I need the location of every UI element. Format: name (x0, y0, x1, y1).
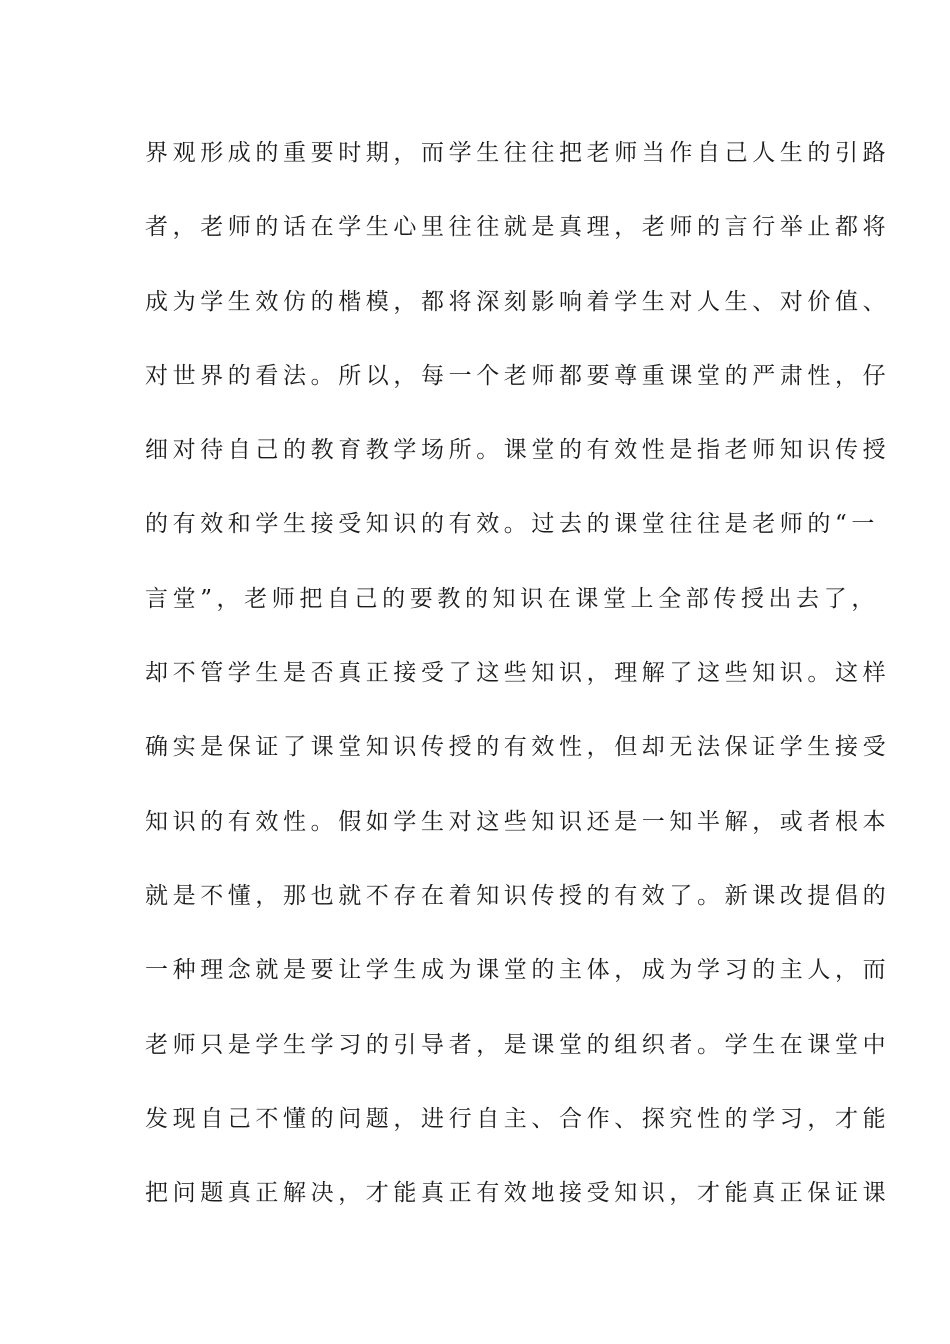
text-line: 对世界的看法。所以，每一个老师都要尊重课堂的严肃性，仔 (145, 362, 891, 389)
text-line: 把问题真正解决，才能真正有效地接受知识，才能真正保证课 (145, 1180, 891, 1207)
body-text (145, 130, 891, 1244)
text-line: 细对待自己的教育教学场所。课堂的有效性是指老师知识传授 (145, 437, 891, 464)
text-line: 知识的有效性。假如学生对这些知识还是一知半解，或者根本 (145, 808, 891, 835)
text-line: 言堂”，老师把自己的要教的知识在课堂上全部传授出去了， (145, 585, 879, 612)
text-line: 的有效和学生接受知识的有效。过去的课堂往往是老师的“一 (145, 511, 879, 538)
text-line: 就是不懂，那也就不存在着知识传授的有效了。新课改提倡的 (145, 882, 891, 909)
text-line: 发现自己不懂的问题，进行自主、合作、探究性的学习，才能 (145, 1105, 891, 1132)
text-line: 一种理念就是要让学生成为课堂的主体，成为学习的主人，而 (145, 957, 891, 984)
text-line: 确实是保证了课堂知识传授的有效性，但却无法保证学生接受 (145, 734, 891, 761)
text-line: 界观形成的重要时期，而学生往往把老师当作自己人生的引路 (145, 140, 891, 166)
text-line: 成为学生效仿的楷模，都将深刻影响着学生对人生、对价值、 (145, 288, 891, 315)
text-line: 老师只是学生学习的引导者，是课堂的组织者。学生在课堂中 (145, 1031, 891, 1058)
text-line: 者，老师的话在学生心里往往就是真理，老师的言行举止都将 (145, 214, 891, 241)
text-line: 却不管学生是否真正接受了这些知识，理解了这些知识。这样 (145, 660, 891, 687)
